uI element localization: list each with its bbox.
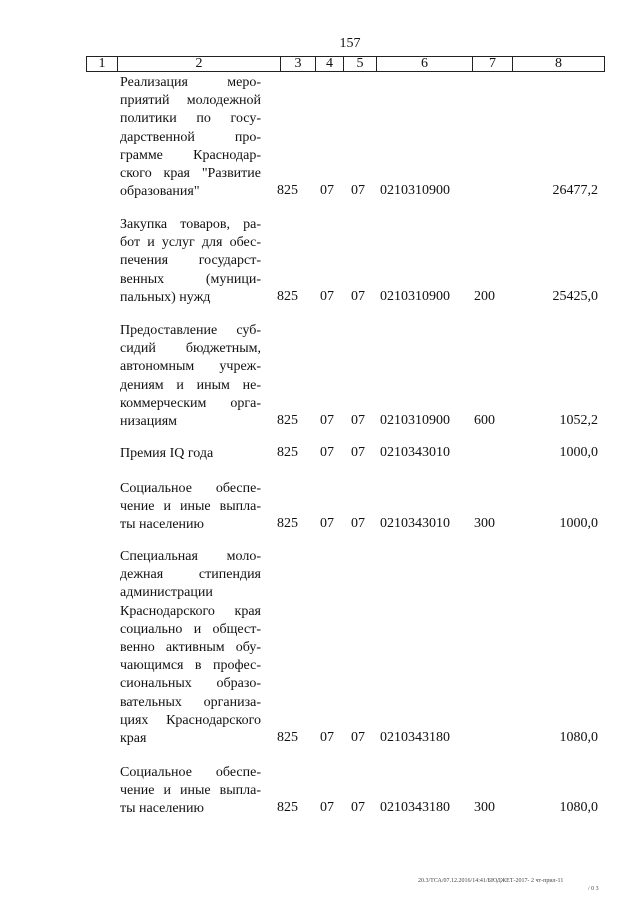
code-cell-5: 07 xyxy=(351,800,365,816)
amount-cell: 1052,2 xyxy=(559,413,598,428)
row-description xyxy=(120,548,261,748)
description-line: циях Краснодарского xyxy=(120,712,261,728)
code-cell-5: 07 xyxy=(351,445,365,460)
code-cell-4: 07 xyxy=(320,288,334,304)
column-header-4: 4 xyxy=(316,57,344,71)
code-cell-5: 07 xyxy=(351,730,365,745)
amount-cell: 25425,0 xyxy=(552,288,598,304)
code-cell-6: 0210310900 xyxy=(380,183,450,199)
code-cell-4: 07 xyxy=(320,183,334,199)
column-header-2: 2 xyxy=(118,57,281,71)
code-cell-5: 07 xyxy=(351,413,365,428)
description-line: ского края "Развитие xyxy=(120,166,261,182)
code-cell-7: 300 xyxy=(474,516,495,532)
row-description xyxy=(120,322,261,431)
description-line: Реализация меро- xyxy=(120,75,261,90)
column-header-5: 5 xyxy=(344,57,377,71)
code-cell-3: 825 xyxy=(277,516,298,532)
column-header-7: 7 xyxy=(473,57,513,71)
code-cell-3: 825 xyxy=(277,288,298,304)
code-cell-6: 0210343180 xyxy=(380,730,450,745)
description-line: Социальное обеспе- xyxy=(120,481,261,496)
table-header-row xyxy=(86,56,605,72)
description-line: приятий молодежной xyxy=(120,93,261,109)
code-cell-7: 600 xyxy=(474,413,495,428)
row-description xyxy=(120,74,261,201)
description-line: Специальная моло- xyxy=(120,549,261,564)
code-cell-6: 0210310900 xyxy=(380,413,450,428)
code-cell-4: 07 xyxy=(320,730,334,745)
code-cell-5: 07 xyxy=(351,516,365,532)
amount-cell: 1080,0 xyxy=(559,800,598,816)
description-line: дежная стипендия xyxy=(120,567,261,583)
description-line: Премия IQ года xyxy=(120,446,214,461)
description-line: чающимся в профес- xyxy=(120,658,261,674)
code-cell-4: 07 xyxy=(320,413,334,428)
description-line: чение и иные выпла- xyxy=(120,499,261,515)
row-description xyxy=(120,445,261,463)
description-line: коммерческим орга- xyxy=(120,395,261,411)
code-cell-7: 200 xyxy=(474,288,495,304)
description-line: сиональных образо- xyxy=(120,676,261,692)
description-line: ты населению xyxy=(120,801,204,817)
code-cell-6: 0210310900 xyxy=(380,288,450,304)
amount-cell: 26477,2 xyxy=(552,183,598,199)
column-header-6: 6 xyxy=(377,57,473,71)
description-line: политики по госу- xyxy=(120,111,261,127)
description-line: сидий бюджетным, xyxy=(120,341,261,357)
description-line: печения государст- xyxy=(120,253,261,269)
row-description xyxy=(120,764,261,819)
code-cell-4: 07 xyxy=(320,516,334,532)
code-cell-6: 0210343010 xyxy=(380,445,450,460)
code-cell-6: 0210343180 xyxy=(380,800,450,816)
description-line: края xyxy=(120,731,147,747)
description-line: пальных) нужд xyxy=(120,289,211,305)
description-line: венно активным обу- xyxy=(120,640,261,656)
description-line: Предоставление суб- xyxy=(120,323,261,338)
code-cell-3: 825 xyxy=(277,730,298,745)
page-number: 157 xyxy=(339,36,361,51)
footer-reference: 20.3/ТСА/07.12.2016/14:41/БЮДЖЕТ-2017- 2 чт-прил-11 xyxy=(418,878,564,884)
description-line: ты населению xyxy=(120,517,204,533)
description-line: социально и общест- xyxy=(120,621,261,637)
code-cell-4: 07 xyxy=(320,800,334,816)
code-cell-3: 825 xyxy=(277,183,298,199)
code-cell-7: 300 xyxy=(474,800,495,816)
description-line: вательных организа- xyxy=(120,694,261,710)
description-line: образования" xyxy=(120,184,200,200)
footer-mark: / 0 3 xyxy=(588,886,599,892)
code-cell-4: 07 xyxy=(320,445,334,460)
amount-cell: 1000,0 xyxy=(559,445,598,460)
row-description xyxy=(120,216,261,307)
description-line: Социальное обеспе- xyxy=(120,765,261,780)
column-header-3: 3 xyxy=(281,57,316,71)
description-line: низациям xyxy=(120,414,178,430)
description-line: Закупка товаров, ра- xyxy=(120,217,261,232)
description-line: чение и иные выпла- xyxy=(120,783,261,799)
description-line: грамме Краснодар- xyxy=(120,147,261,163)
description-line: дарственной про- xyxy=(120,129,261,145)
code-cell-5: 07 xyxy=(351,288,365,304)
column-header-1: 1 xyxy=(87,57,118,71)
code-cell-6: 0210343010 xyxy=(380,516,450,532)
code-cell-3: 825 xyxy=(277,445,298,460)
amount-cell: 1000,0 xyxy=(559,516,598,532)
code-cell-3: 825 xyxy=(277,413,298,428)
description-line: венных (муници- xyxy=(120,271,261,287)
description-line: автономным учреж- xyxy=(120,359,261,375)
code-cell-5: 07 xyxy=(351,183,365,199)
amount-cell: 1080,0 xyxy=(559,730,598,745)
description-line: администрации xyxy=(120,585,213,601)
code-cell-3: 825 xyxy=(277,800,298,816)
description-line: бот и услуг для обес- xyxy=(120,235,261,251)
description-line: дениям и иным не- xyxy=(120,377,261,393)
row-description xyxy=(120,480,261,535)
column-header-8: 8 xyxy=(555,56,562,71)
description-line: Краснодарского края xyxy=(120,603,261,619)
